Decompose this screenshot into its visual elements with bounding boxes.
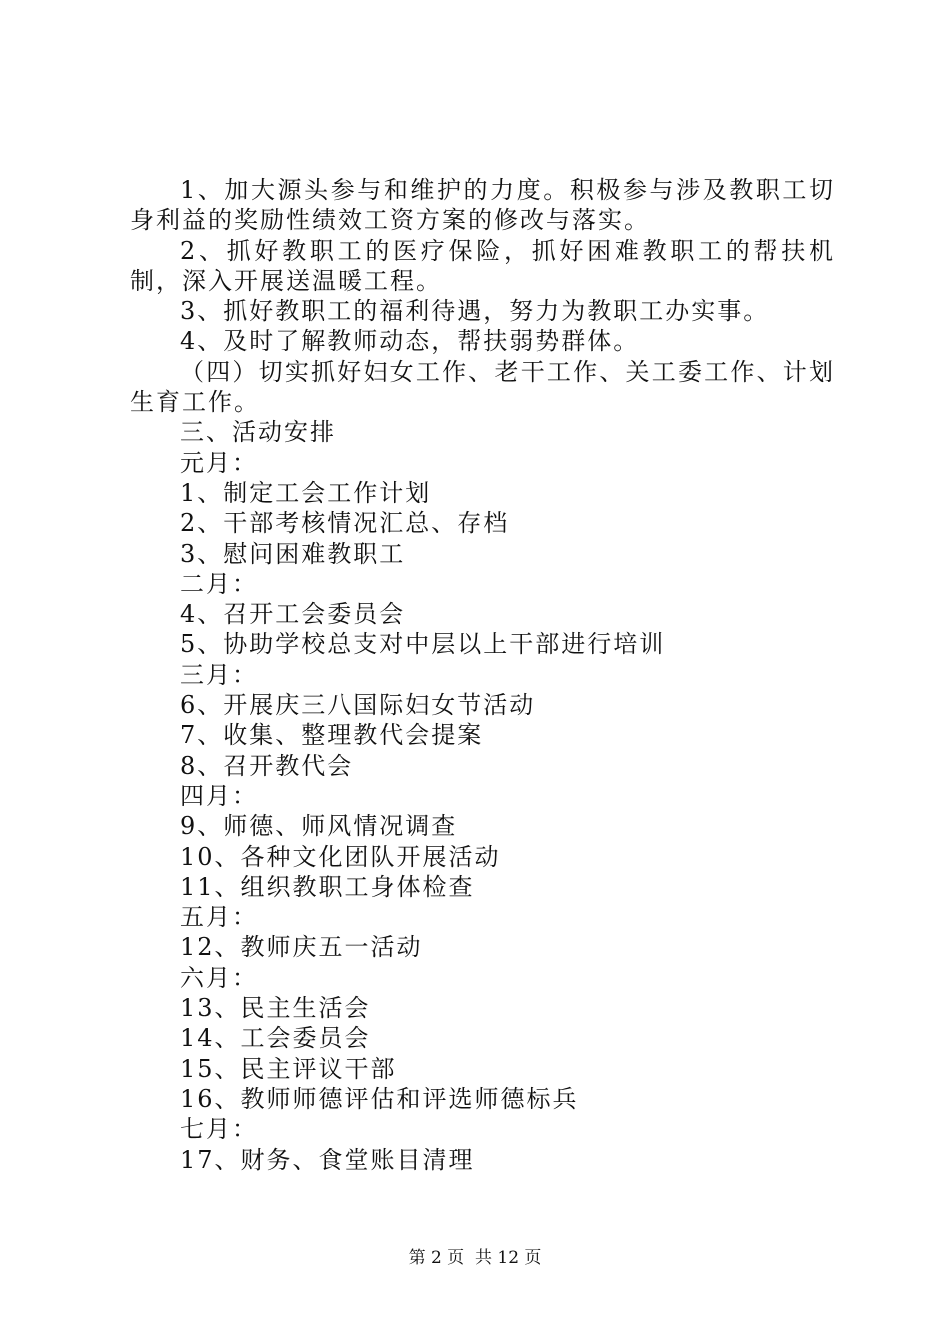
- activity-item: 5、协助学校总支对中层以上干部进行培训: [180, 630, 666, 659]
- activity-item: 9、师德、师风情况调查: [180, 812, 458, 841]
- activity-item: 3、慰问困难教职工: [180, 539, 406, 568]
- month-heading: 三月：: [180, 660, 258, 689]
- month-heading: 七月：: [180, 1115, 258, 1144]
- document-body: [130, 175, 835, 1175]
- activity-item: 10、各种文化团队开展活动: [180, 842, 501, 871]
- list-item-4: 4、及时了解教师动态，帮扶弱势群体。: [180, 327, 640, 356]
- paragraph-section-four: （四）切实抓好妇女工作、老干工作、关工委工作、计划生育工作。: [130, 357, 835, 417]
- activity-item: 14、工会委员会: [180, 1024, 371, 1053]
- page-footer: 第 2 页 共 12 页: [408, 1248, 542, 1268]
- list-item-3: 3、抓好教职工的福利待遇，努力为教职工办实事。: [180, 297, 770, 326]
- month-heading: 二月：: [180, 569, 258, 598]
- month-heading: 五月：: [180, 903, 258, 932]
- activity-item: 1、制定工会工作计划: [180, 478, 432, 507]
- paragraph-item-1: 1、加大源头参与和维护的力度。积极参与涉及教职工切身利益的奖励性绩效工资方案的修改与落实。: [130, 176, 835, 235]
- month-heading: 元月：: [180, 448, 258, 477]
- month-heading: 六月：: [180, 963, 258, 992]
- activity-item: 15、民主评议干部: [180, 1054, 397, 1083]
- activity-item: 7、收集、整理教代会提案: [180, 721, 484, 750]
- paragraph-item-2: 2、抓好教职工的医疗保险，抓好困难教职工的帮扶机制，深入开展送温暖工程。: [130, 236, 835, 295]
- activity-item: 13、民主生活会: [180, 994, 371, 1023]
- activity-item: 12、教师庆五一活动: [180, 933, 423, 962]
- activity-item: 6、开展庆三八国际妇女节活动: [180, 691, 536, 720]
- month-heading: 四月：: [180, 781, 258, 810]
- activity-item: 11、组织教职工身体检查: [180, 872, 475, 901]
- activity-item: 17、财务、食堂账目清理: [180, 1145, 475, 1174]
- activity-item: 16、教师师德评估和评选师德标兵: [180, 1084, 579, 1113]
- activity-item: 2、干部考核情况汇总、存档: [180, 509, 510, 538]
- activity-item: 8、召开教代会: [180, 751, 354, 780]
- section-heading: 三、活动安排: [180, 418, 336, 447]
- activity-item: 4、召开工会委员会: [180, 600, 406, 629]
